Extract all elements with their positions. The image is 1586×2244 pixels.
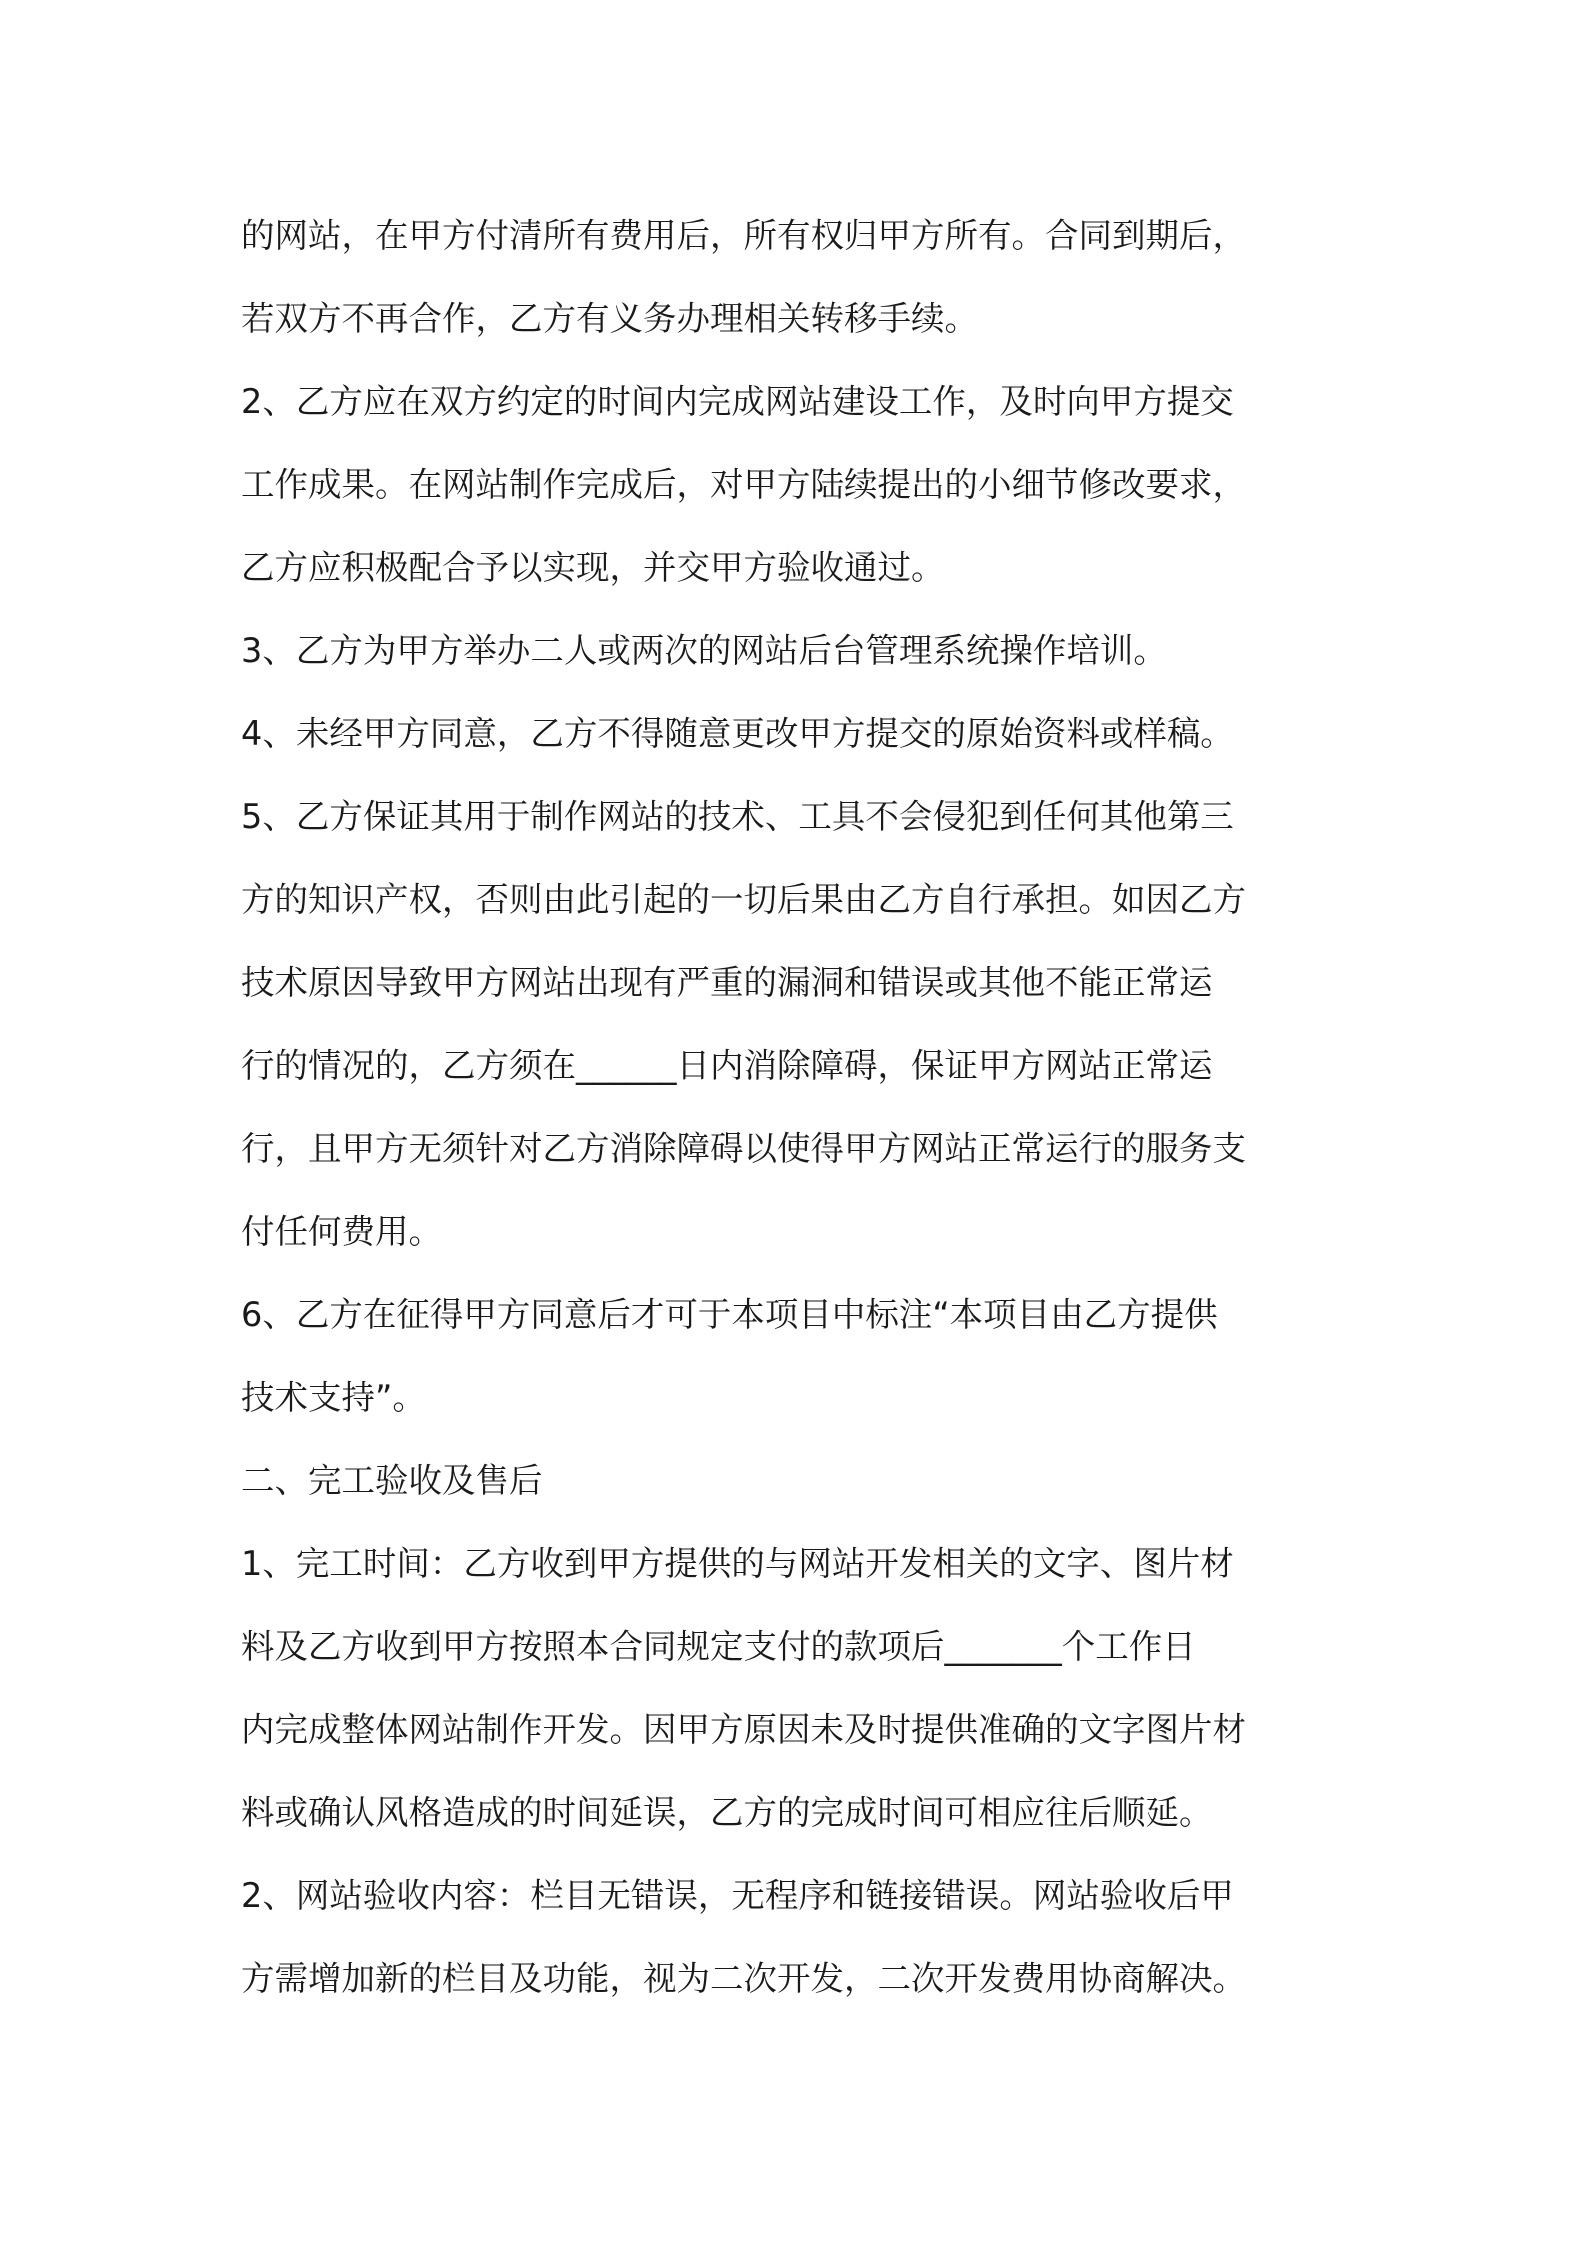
text-line: 付任何费用。 — [241, 1212, 442, 1251]
text-line: 若双方不再合作，乙方有义务办理相关转移手续。 — [241, 299, 978, 338]
clause-5: 5、乙方保证其用于制作网站的技术、工具不会侵犯到任何其他第三 — [241, 797, 1234, 836]
text-line: 工作成果。在网站制作完成后，对甲方陆续提出的小细节修改要求， — [241, 465, 1246, 504]
text-line: 方需增加新的栏目及功能，视为二次开发，二次开发费用协商解决。 — [241, 1959, 1246, 1998]
text-line: 行，且甲方无须针对乙方消除障碍以使得甲方网站正常运行的服务支 — [241, 1129, 1246, 1168]
text-line: 内完成整体网站制作开发。因甲方原因未及时提供准确的文字图片材 — [241, 1710, 1246, 1749]
text-line: 方的知识产权，否则由此引起的一切后果由乙方自行承担。如因乙方 — [241, 880, 1246, 919]
section-heading: 二、完工验收及售后 — [241, 1461, 543, 1500]
clause-4: 4、未经甲方同意，乙方不得随意更改甲方提交的原始资料或样稿。 — [241, 714, 1234, 753]
text-line: 的网站，在甲方付清所有费用后，所有权归甲方所有。合同到期后， — [241, 216, 1246, 255]
clause-6: 6、乙方在征得甲方同意后才可于本项目中标注“本项目由乙方提供 — [241, 1295, 1218, 1334]
text-line: 技术原因导致甲方网站出现有严重的漏洞和错误或其他不能正常运 — [241, 963, 1213, 1002]
text-line: 行的情况的，乙方须在______日内消除障碍，保证甲方网站正常运 — [241, 1046, 1213, 1085]
clause-2: 2、网站验收内容：栏目无错误，无程序和链接错误。网站验收后甲 — [241, 1876, 1234, 1915]
text-line: 料及乙方收到甲方按照本合同规定支付的款项后_______个工作日 — [241, 1627, 1196, 1666]
text-line: 乙方应积极配合予以实现，并交甲方验收通过。 — [241, 548, 945, 587]
clause-2: 2、乙方应在双方约定的时间内完成网站建设工作，及时向甲方提交 — [241, 382, 1234, 421]
text-line: 料或确认风格造成的时间延误，乙方的完成时间可相应往后顺延。 — [241, 1793, 1213, 1832]
clause-3: 3、乙方为甲方举办二人或两次的网站后台管理系统操作培训。 — [241, 631, 1167, 670]
clause-1: 1、完工时间：乙方收到甲方提供的与网站开发相关的文字、图片材 — [241, 1544, 1234, 1583]
contract-text — [241, 194, 1361, 2020]
text-line: 技术支持”。 — [241, 1378, 426, 1417]
